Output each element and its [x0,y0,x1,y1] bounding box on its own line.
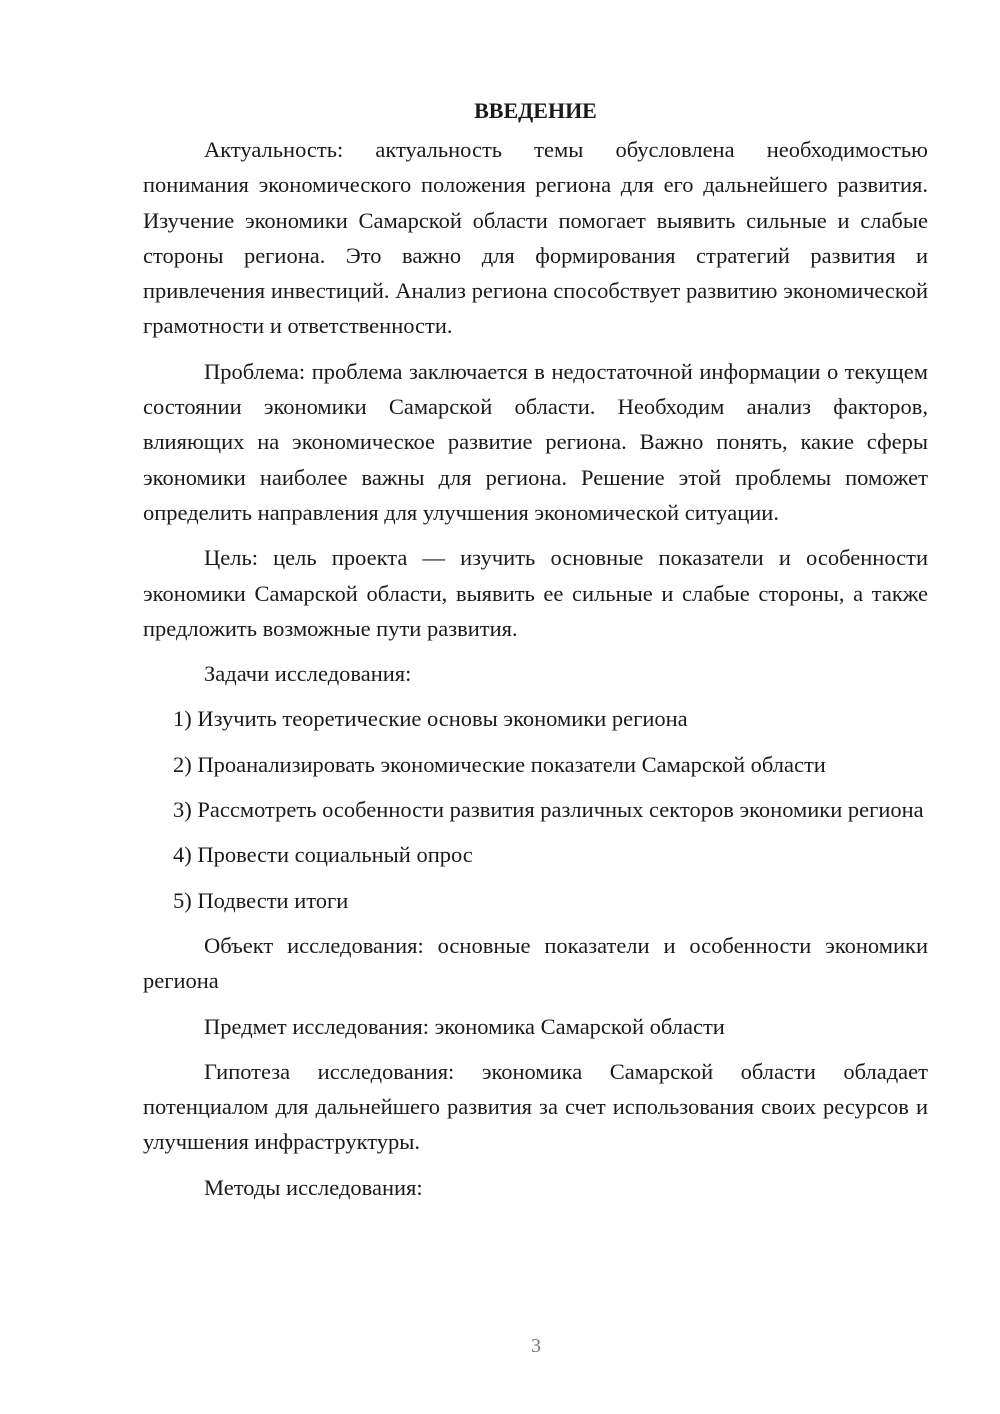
list-item-task-3: 3) Рассмотреть особенности развития различных секторов экономики региона [173,797,924,823]
document-page [143,96,928,1215]
paragraph-object: Объект исследования: основные показатели и особенности экономики региона [143,932,928,994]
paragraph-goal: Цель: цель проекта — изучить основные показатели и особенности экономики Самарской области, выявить ее сильные и слабые стороны, а также предложить возможные пути развития. [143,545,928,641]
paragraph-subject: Предмет исследования: экономика Самарской области [204,1013,725,1039]
list-item-task-1: 1) Изучить теоретические основы экономики региона [173,706,688,732]
tasks-heading: Задачи исследования: [204,661,412,687]
paragraph-problem: Проблема: проблема заключается в недостаточной информации о текущем состоянии экономики Самарской области. Необходим анализ факторов, влияющих на экономическое развитие региона. Важно понять, какие сферы экономики наиболее важны для региона. Решение этой проблемы поможет определить направления для улучшения экономической ситуации. [143,358,928,525]
methods-heading: Методы исследования: [204,1174,423,1200]
list-item-task-5: 5) Подвести итоги [173,887,349,913]
page-number: 3 [531,1335,541,1357]
paragraph-relevance: Актуальность: актуальность темы обусловлена необходимостью понимания экономического положения региона для его дальнейшего развития. Изучение экономики Самарской области помогает выявить сильные и слабые стороны региона. Это важно для формирования стратегий развития и привлечения инвестиций. Анализ региона способствует развитию экономической грамотности и ответственности. [143,137,928,339]
list-item-task-4: 4) Провести социальный опрос [173,842,473,868]
paragraph-hypothesis: Гипотеза исследования: экономика Самарской области обладает потенциалом для дальнейшего развития за счет использования своих ресурсов и улучшения инфраструктуры. [143,1058,928,1155]
list-item-task-2: 2) Проанализировать экономические показатели Самарской области [173,751,826,777]
page-title: ВВЕДЕНИЕ [474,98,597,123]
